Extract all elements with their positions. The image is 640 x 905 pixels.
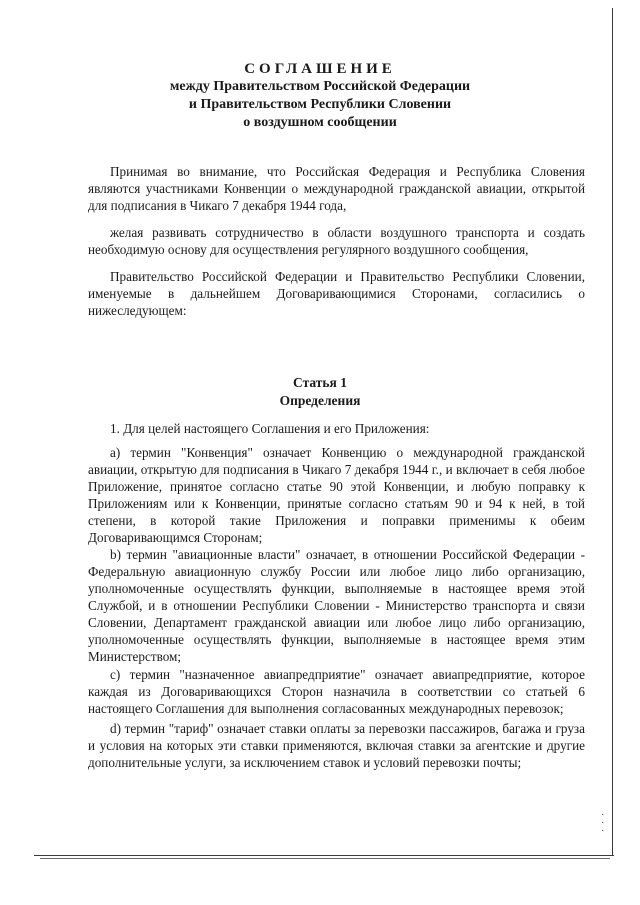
preamble-3 xyxy=(88,268,585,319)
scan-artifact: · · · xyxy=(601,810,605,837)
clause-text: b) термин "авиационные власти" означает, в отношении Российской Федерации - Федеральную авиационную службу России или любое лицо либо организацию, уполномоченные осуществлять функции, выполняемые в настоящее время этой Службой, и в отношении Республики Словении - Министерство транспорта и связи Словении, Департамент гражданской авиации или любое лицо либо организацию, уполномоченные осуществлять функции, выполняемые в настоящее время этим Министерством; xyxy=(88,547,585,664)
title-line-3: о воздушном сообщении xyxy=(243,115,397,130)
article-number: Статья 1 xyxy=(293,375,347,390)
clause-intro xyxy=(88,420,585,437)
clause-text: d) термин "тариф" означает ставки оплаты за перевозки пассажиров, багажа и груза и условия на которых эти ставки применяются, включая ставки за агентские и другие дополнительные услуги, за исключением ставок и условий перевозки почты; xyxy=(88,721,585,770)
preamble-paragraph: Принимая во внимание, что Российская Федерация и Республика Словения являются участниками Конвенции о международной гражданской авиации, открытой для подписания в Чикаго 7 декабря 1944 года, xyxy=(88,164,585,213)
title-main: СОГЛАШЕНИЕ xyxy=(244,61,396,77)
preamble-1 xyxy=(88,163,585,214)
preamble-2 xyxy=(88,224,585,258)
clause-text: a) термин "Конвенция" означает Конвенцию о международной гражданской авиации, открытую для подписания в Чикаго 7 декабря 1944 г., и включает в себя любое Приложение, принятое согласно статье 90 этой Конвенции, и любую поправку к Приложениям или к Конвенции, принятые согласно статьям 90 и 94 к ней, в той степени, в которой такие Приложения и поправки применимы к обеим Договаривающимся Сторонам; xyxy=(88,445,585,545)
title-line-1: между Правительством Российской Федерации xyxy=(169,79,471,94)
article-heading xyxy=(60,374,580,410)
clause-text: c) термин "назначенное авиапредприятие" означает авиапредприятие, которое каждая из Договаривающихся Сторон назначила в соответствии со статьей 6 настоящего Соглашения для выполнения согласованных международных перевозок; xyxy=(88,667,585,716)
clause-d xyxy=(88,720,585,771)
agreement-title xyxy=(60,60,580,132)
clause-a xyxy=(88,444,585,546)
clause-b xyxy=(88,546,585,665)
clause-text: 1. Для целей настоящего Соглашения и его Приложения: xyxy=(110,421,430,436)
page-border-right xyxy=(612,8,613,856)
article-title: Определения xyxy=(279,393,361,408)
preamble-paragraph: Правительство Российской Федерации и Правительство Республики Словении, именуемые в дальнейшем Договаривающимися Сторонами, согласились о нижеследующем: xyxy=(88,269,585,318)
page-border-bottom-inner xyxy=(40,858,610,859)
preamble-paragraph: желая развивать сотрудничество в области воздушного транспорта и создать необходимую основу для осуществления регулярного воздушного сообщения, xyxy=(88,225,585,257)
clause-c xyxy=(88,666,585,717)
title-line-2: и Правительством Республики Словении xyxy=(188,97,452,112)
page-border-bottom xyxy=(34,855,614,856)
